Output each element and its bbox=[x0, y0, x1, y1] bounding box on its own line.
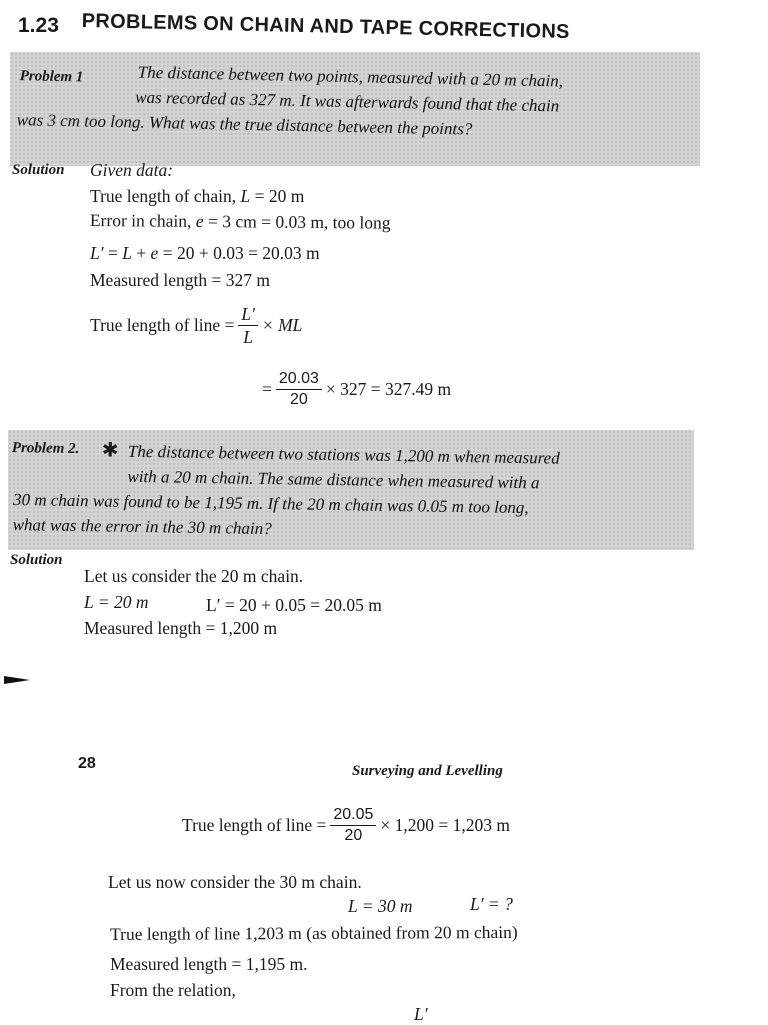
formula-numerator: L′ bbox=[238, 304, 258, 326]
result: = 20 + 0.03 = 20.03 m bbox=[158, 243, 320, 263]
measured-length-1: Measured length = 327 m bbox=[90, 270, 270, 290]
l-prime-20-05: L′ = 20 + 0.05 = 20.05 m bbox=[206, 595, 382, 615]
l-prime-unknown: L′ = ? bbox=[470, 894, 513, 914]
calc-rhs: × 327 = 327.49 m bbox=[325, 379, 452, 400]
running-head: Surveying and Levelling bbox=[352, 763, 503, 779]
true-length-calculation bbox=[262, 370, 451, 410]
problem-1-line-2: was recorded as 327 m. It was afterwards found that the chain bbox=[135, 87, 560, 116]
problem-2-line-2: with a 20 m chain. The same distance when measured with a bbox=[127, 466, 540, 493]
formula-rhs: × ML bbox=[261, 315, 303, 336]
calc-denominator: 20 bbox=[290, 391, 308, 409]
formula-denominator: L bbox=[243, 327, 253, 348]
problem-2-line-3: 30 m chain was found to be 1,195 m. If the 20 m chain was 0.05 m too long, bbox=[12, 490, 529, 518]
true-length-line-20m bbox=[182, 806, 510, 846]
page-number: 28 bbox=[78, 755, 96, 772]
tl-rhs: × 1,200 = 1,203 m bbox=[380, 815, 511, 836]
consider-20m-chain: Let us consider the 20 m chain. bbox=[84, 566, 304, 586]
l-20m: L = 20 m bbox=[84, 592, 149, 612]
problem-1-line-1: The distance between two points, measured with a 20 m chain, bbox=[137, 62, 564, 91]
measured-length-1195: Measured length = 1,195 m. bbox=[110, 954, 308, 974]
text: Error in chain, bbox=[89, 210, 196, 231]
problem-2-line-4: what was the error in the 30 m chain? bbox=[12, 515, 272, 539]
tl-denominator: 20 bbox=[344, 827, 363, 845]
solution-1-label: Solution bbox=[12, 162, 65, 178]
consider-30m-chain: Let us now consider the 30 m chain. bbox=[108, 872, 362, 892]
problem-2-line-1: The distance between two stations was 1,200 m when measured bbox=[127, 441, 560, 468]
true-length-1203: True length of line 1,203 m (as obtained from 20 m chain) bbox=[110, 921, 518, 944]
calc-numerator: 20.03 bbox=[276, 370, 322, 390]
value: = 20 m bbox=[250, 186, 305, 206]
tl-lhs: True length of line = bbox=[182, 815, 327, 836]
true-length-formula bbox=[90, 304, 302, 347]
e: e bbox=[150, 243, 159, 263]
partial-formula: L′ bbox=[414, 1004, 428, 1024]
text: True length of chain, bbox=[90, 186, 241, 206]
tl-fraction bbox=[330, 806, 376, 846]
formula-fraction bbox=[238, 304, 258, 347]
l-30m: L = 30 m bbox=[348, 896, 413, 916]
star-icon: ✱ bbox=[101, 439, 119, 462]
l-prime-equation bbox=[90, 243, 320, 264]
problem-2-label: Problem 2. bbox=[11, 440, 80, 458]
solution-2-label: Solution bbox=[10, 552, 63, 568]
measured-length-2: Measured length = 1,200 m bbox=[84, 618, 278, 638]
value: = 3 cm = 0.03 m, too long bbox=[203, 210, 391, 233]
problem-1-line-3: was 3 cm too long. What was the true distance between the points? bbox=[16, 110, 473, 139]
given-data-label: Given data: bbox=[90, 160, 174, 180]
section-title: PROBLEMS ON CHAIN AND TAPE CORRECTIONS bbox=[81, 10, 570, 44]
tl-numerator: 20.05 bbox=[330, 806, 376, 826]
calc-equals: = bbox=[262, 379, 272, 400]
from-relation: From the relation, bbox=[110, 980, 236, 1000]
section-number: 1.23 bbox=[18, 14, 59, 37]
plus: + bbox=[131, 243, 151, 263]
formula-lhs: True length of line = bbox=[90, 315, 235, 336]
var: L bbox=[240, 186, 251, 206]
page-edge-marker bbox=[4, 676, 30, 684]
calc-fraction bbox=[276, 370, 322, 410]
l-prime: L′ bbox=[90, 243, 104, 263]
var: e bbox=[195, 210, 204, 231]
l: L bbox=[122, 243, 132, 263]
problem-1-label: Problem 1 bbox=[19, 68, 84, 86]
true-length-of-chain bbox=[90, 186, 304, 207]
error-in-chain bbox=[90, 210, 391, 234]
eq: = bbox=[103, 243, 123, 263]
